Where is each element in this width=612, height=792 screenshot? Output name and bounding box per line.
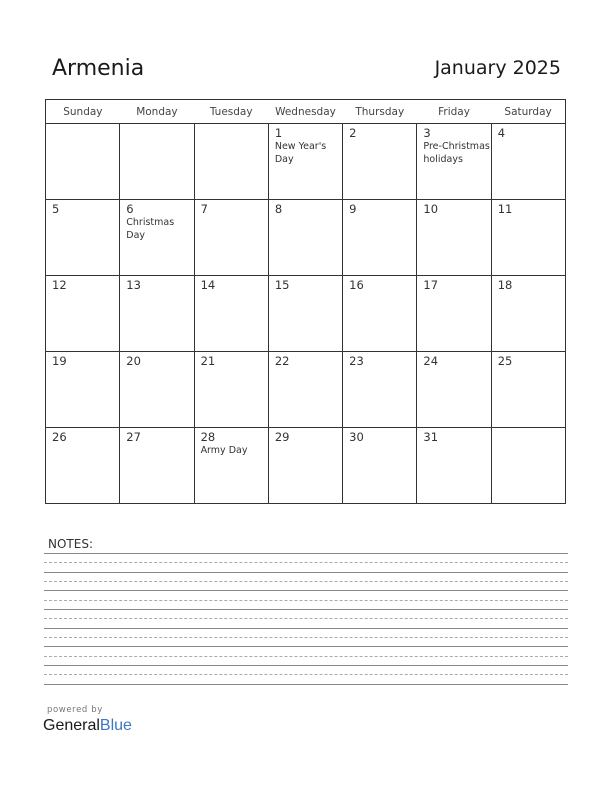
weekday-header-row	[46, 100, 566, 124]
day-cell	[343, 352, 417, 428]
day-cell	[194, 428, 268, 504]
day-cell	[343, 200, 417, 276]
day-number: 28	[200, 430, 216, 444]
day-number: 19	[52, 354, 67, 368]
day-number: 15	[274, 278, 290, 292]
notes-line	[44, 581, 568, 582]
day-number: 6	[126, 202, 134, 216]
notes-line	[44, 628, 568, 629]
day-cell	[417, 352, 491, 428]
day-cell	[46, 352, 120, 428]
weekday-friday: Friday	[417, 100, 491, 124]
holiday-label: Christmas Day	[126, 217, 175, 241]
week-row	[46, 428, 566, 504]
day-cell	[417, 276, 491, 352]
day-cell	[343, 428, 417, 504]
brand-blue-text: Blue	[99, 717, 132, 734]
day-number: 18	[497, 278, 513, 292]
day-cell	[417, 124, 491, 200]
day-number: 29	[274, 430, 290, 444]
day-cell	[491, 124, 565, 200]
powered-by-text: powered by	[47, 705, 103, 715]
day-number: 1	[274, 126, 283, 140]
weekday-sunday: Sunday	[46, 100, 120, 124]
notes-line	[44, 609, 568, 610]
day-number: 4	[497, 126, 506, 140]
day-cell	[120, 352, 194, 428]
week-row	[46, 352, 566, 428]
day-number: 12	[52, 278, 67, 292]
notes-label: NOTES:	[48, 537, 93, 551]
day-cell	[417, 200, 491, 276]
day-cell	[491, 352, 565, 428]
day-cell	[343, 124, 417, 200]
day-cell	[268, 428, 342, 504]
notes-line	[44, 572, 568, 573]
brand-general-text: General	[43, 717, 100, 734]
day-number: 17	[423, 278, 439, 292]
weekday-wednesday: Wednesday	[268, 100, 342, 124]
week-row	[46, 200, 566, 276]
day-number: 13	[126, 278, 141, 292]
day-number: 7	[200, 202, 208, 216]
day-cell	[46, 428, 120, 504]
day-cell	[120, 428, 194, 504]
day-cell	[491, 276, 565, 352]
notes-line	[44, 665, 568, 666]
day-cell	[268, 276, 342, 352]
notes-line	[44, 618, 568, 619]
weekday-thursday: Thursday	[343, 100, 417, 124]
day-number: 3	[423, 126, 431, 140]
holiday-label: Army Day	[200, 445, 248, 456]
weekday-monday: Monday	[120, 100, 194, 124]
day-number: 24	[423, 354, 439, 368]
day-cell	[194, 352, 268, 428]
day-cell	[268, 352, 342, 428]
notes-line	[44, 684, 568, 685]
notes-line	[44, 674, 568, 675]
day-cell	[46, 200, 120, 276]
day-number: 2	[349, 126, 357, 140]
weekday-saturday: Saturday	[491, 100, 565, 124]
day-number: 25	[497, 354, 513, 368]
day-cell	[268, 200, 342, 276]
day-cell	[417, 428, 491, 504]
country-title: Armenia	[52, 56, 145, 81]
day-cell	[46, 124, 120, 200]
day-cell	[194, 200, 268, 276]
day-cell	[120, 124, 194, 200]
day-cell	[120, 200, 194, 276]
day-number: 14	[200, 278, 216, 292]
day-cell	[491, 428, 565, 504]
holiday-label: New Year's Day	[274, 141, 327, 165]
notes-line	[44, 646, 568, 647]
weekday-tuesday: Tuesday	[194, 100, 268, 124]
day-number: 21	[200, 354, 216, 368]
day-cell	[120, 276, 194, 352]
day-cell	[194, 124, 268, 200]
notes-line	[44, 553, 568, 554]
day-cell	[491, 200, 565, 276]
week-row	[46, 124, 566, 200]
day-cell	[194, 276, 268, 352]
day-number: 30	[349, 430, 364, 444]
notes-line	[44, 637, 568, 638]
day-number: 5	[52, 202, 60, 216]
day-number: 10	[423, 202, 439, 216]
day-number: 9	[349, 202, 357, 216]
day-number: 22	[274, 354, 290, 368]
day-cell	[343, 276, 417, 352]
week-row	[46, 276, 566, 352]
day-number: 23	[349, 354, 364, 368]
holiday-label: Pre-Christmas holidays	[423, 141, 490, 165]
day-number: 31	[423, 430, 439, 444]
day-cell	[46, 276, 120, 352]
day-number: 11	[497, 202, 513, 216]
day-number: 26	[52, 430, 67, 444]
calendar-grid	[45, 99, 566, 504]
day-number: 20	[126, 354, 141, 368]
notes-line	[44, 656, 568, 657]
day-number: 16	[349, 278, 364, 292]
month-title: January 2025	[434, 57, 561, 79]
notes-line	[44, 600, 568, 601]
notes-line	[44, 590, 568, 591]
day-number: 27	[126, 430, 141, 444]
day-number: 8	[274, 202, 283, 216]
day-cell	[268, 124, 342, 200]
notes-line	[44, 562, 568, 563]
generalblue-logo	[43, 717, 132, 735]
